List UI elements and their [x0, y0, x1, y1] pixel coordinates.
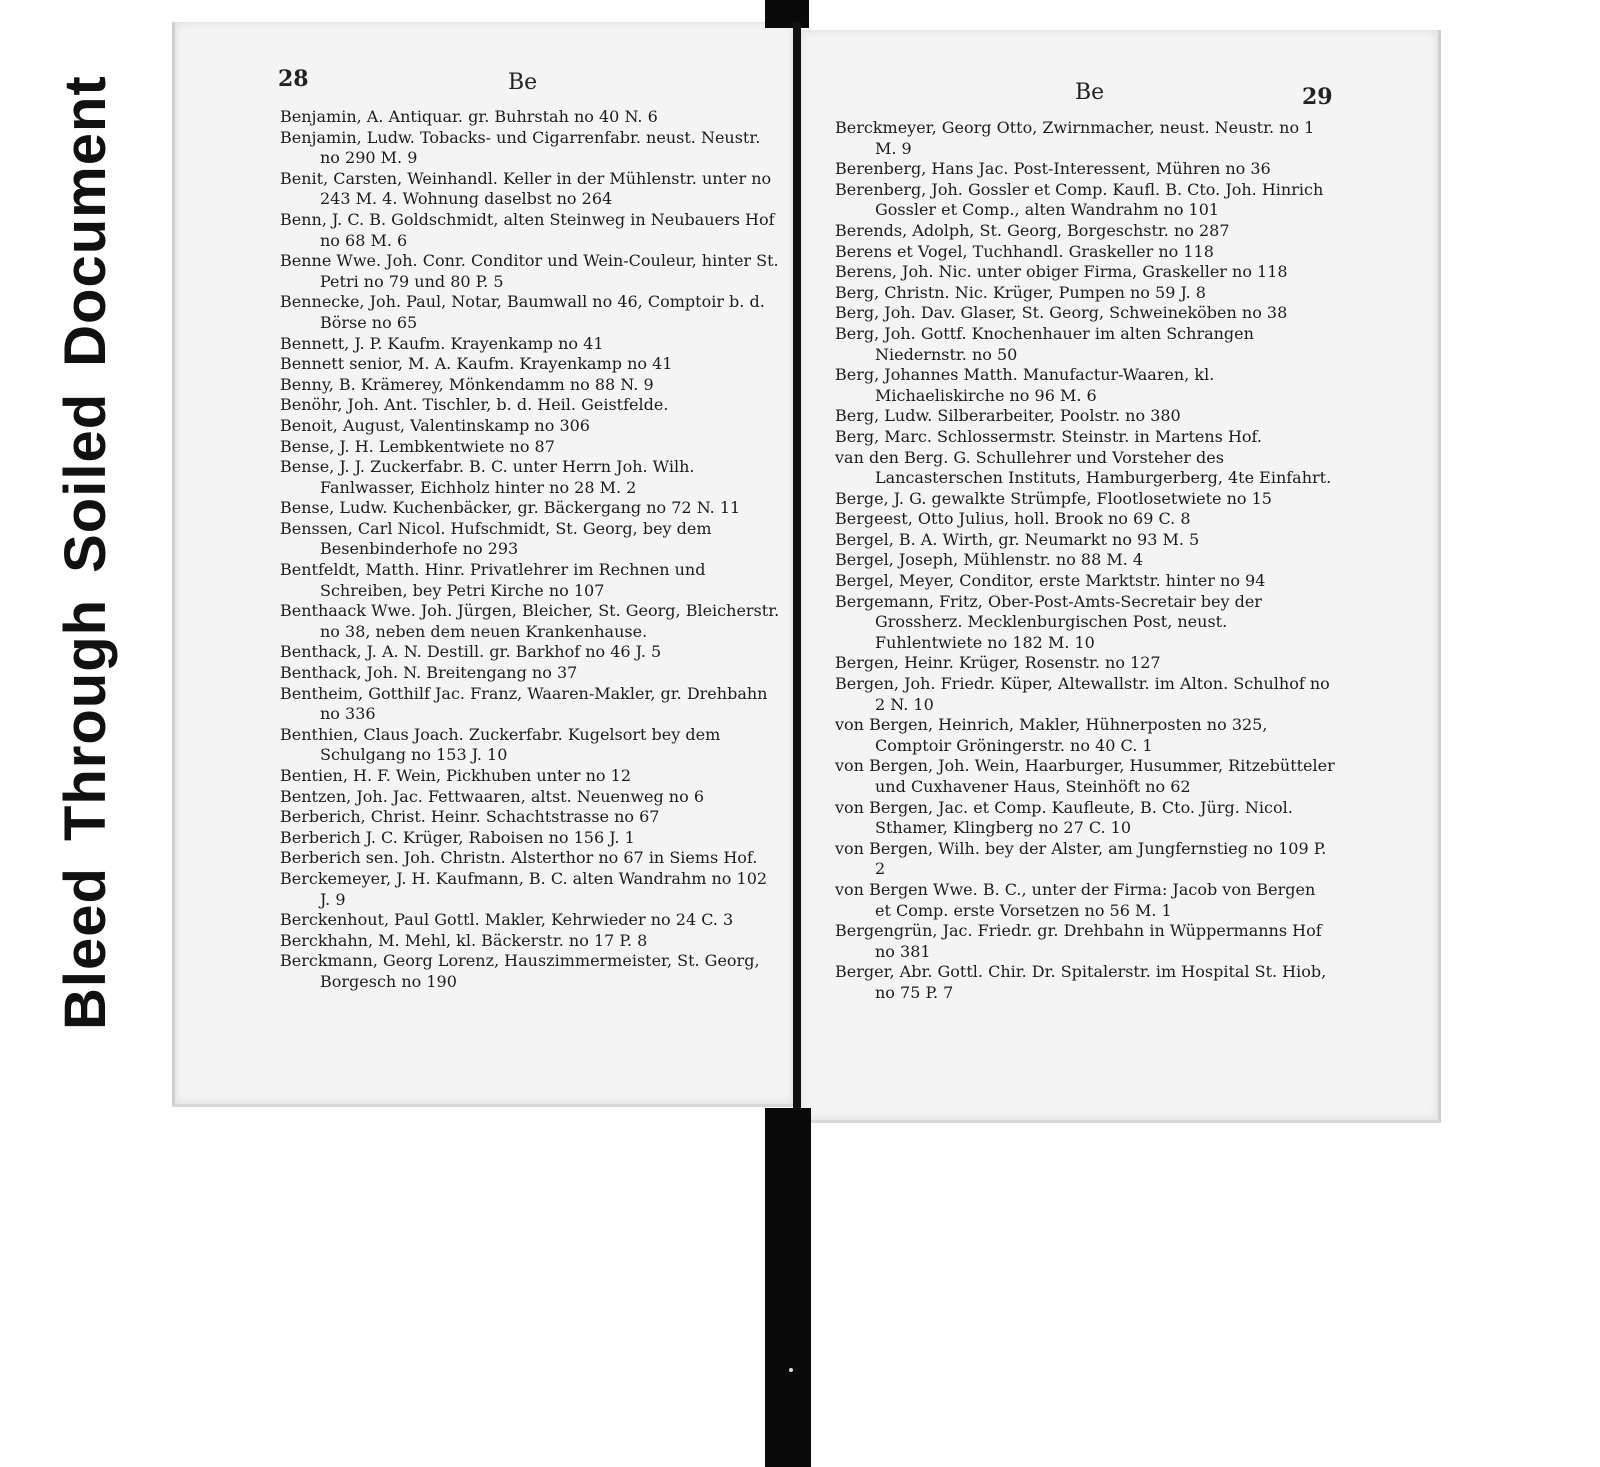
directory-entry: Berg, Christn. Nic. Krüger, Pumpen no 59 J. 8	[835, 282, 1206, 302]
book-spine-top	[765, 0, 809, 28]
directory-entry: Bergel, Meyer, Conditor, erste Marktstr. hinter no 94	[835, 571, 1266, 591]
directory-entry: Berckmann, Georg Lorenz, Hauszimmermeister, St. Georg, Borgesch no 190	[280, 951, 760, 991]
left-directory-list	[280, 107, 780, 993]
directory-entry: von Bergen, Heinrich, Makler, Hühnerposten no 325, Comptoir Gröningerstr. no 40 C. 1	[835, 715, 1268, 755]
directory-entry: Benit, Carsten, Weinhandl. Keller in der Mühlenstr. unter no 243 M. 4. Wohnung daselbst no 264	[280, 168, 772, 209]
directory-entry: Berg, Marc. Schlossermstr. Steinstr. in Martens Hof.	[835, 426, 1262, 446]
directory-entry: Bergen, Heinr. Krüger, Rosenstr. no 127	[835, 653, 1161, 673]
directory-entry: Bentfeldt, Matth. Hinr. Privatlehrer im Rechnen und Schreiben, bey Petri Kirche no 107	[280, 560, 706, 600]
directory-entry: Berens, Joh. Nic. unter obiger Firma, Graskeller no 118	[835, 262, 1288, 282]
directory-entry: Bergeest, Otto Julius, holl. Brook no 69 C. 8	[835, 509, 1191, 529]
left-page-number: 28	[278, 66, 309, 92]
directory-entry: Benthack, J. A. N. Destill. gr. Barkhof no 46 J. 5	[280, 642, 662, 662]
directory-entry: Benn, J. C. B. Goldschmidt, alten Steinweg in Neubauers Hof no 68 M. 6	[280, 209, 775, 250]
directory-entry: Benjamin, Ludw. Tobacks- und Cigarrenfabr. neust. Neustr. no 290 M. 9	[280, 127, 761, 168]
directory-entry: Berberich sen. Joh. Christn. Alsterthor no 67 in Siems Hof.	[280, 848, 758, 868]
directory-entry: Berberich, Christ. Heinr. Schachtstrasse no 67	[280, 807, 660, 827]
directory-entry: Berg, Joh. Dav. Glaser, St. Georg, Schweineköben no 38	[835, 303, 1288, 323]
spine-mark	[789, 1368, 793, 1372]
directory-entry: Berg, Ludw. Silberarbeiter, Poolstr. no 380	[835, 406, 1181, 426]
right-directory-list	[835, 118, 1335, 1004]
directory-entry: Berenberg, Joh. Gossler et Comp. Kaufl. B. Cto. Joh. Hinrich Gossler et Comp., alten Wandrahm no 101	[835, 179, 1324, 220]
directory-entry: Bergen, Joh. Friedr. Küper, Altewallstr. im Alton. Schulhof no 2 N. 10	[835, 674, 1330, 714]
directory-entry: Berckhahn, M. Mehl, kl. Bäckerstr. no 17 P. 8	[280, 930, 648, 950]
stamp-word-bleed: Bleed	[53, 867, 118, 1030]
directory-entry: Berg, Joh. Gottf. Knochenhauer im alten Schrangen Niedernstr. no 50	[835, 323, 1254, 364]
directory-entry: Bennett, J. P. Kaufm. Krayenkamp no 41	[280, 333, 604, 353]
stamp-word-document: Document	[53, 75, 118, 367]
directory-entry: Benthien, Claus Joach. Zuckerfabr. Kugelsort bey dem Schulgang no 153 J. 10	[280, 724, 721, 765]
directory-entry: Bentzen, Joh. Jac. Fettwaaren, altst. Neuenweg no 6	[280, 786, 705, 806]
directory-entry: von Bergen, Joh. Wein, Haarburger, Husummer, Ritzebütteler und Cuxhavener Haus, Steinhöft no 62	[835, 756, 1335, 796]
directory-entry: Berckmeyer, Georg Otto, Zwirnmacher, neust. Neustr. no 1 M. 9	[835, 118, 1315, 158]
directory-entry: Berg, Johannes Matth. Manufactur-Waaren, kl. Michaeliskirche no 96 M. 6	[835, 365, 1215, 405]
directory-entry: Bentien, H. F. Wein, Pickhuben unter no 12	[280, 766, 632, 785]
directory-entry: Berckemeyer, J. H. Kaufmann, B. C. alten Wandrahm no 102 J. 9	[280, 868, 768, 909]
right-running-head: Be	[1075, 80, 1105, 105]
directory-entry: Berens et Vogel, Tuchhandl. Graskeller no 118	[835, 241, 1214, 261]
stamp-word-soiled: Soiled	[53, 392, 118, 573]
stamp-word-through: Through	[53, 598, 118, 842]
directory-entry: Bennecke, Joh. Paul, Notar, Baumwall no 46, Comptoir b. d. Börse no 65	[280, 292, 765, 332]
directory-entry: Benöhr, Joh. Ant. Tischler, b. d. Heil. Geistfelde.	[280, 395, 669, 415]
bleed-through-stamp	[52, 49, 119, 1030]
directory-entry: Benthaack Wwe. Joh. Jürgen, Bleicher, St. Georg, Bleicherstr. no 38, neben dem neuen Krankenhause.	[280, 601, 780, 641]
directory-entry: Benny, B. Krämerey, Mönkendamm no 88 N. 9	[280, 374, 654, 394]
left-running-head: Be	[508, 70, 538, 95]
directory-entry: Berge, J. G. gewalkte Strümpfe, Flootlosetwiete no 15	[835, 488, 1272, 508]
directory-entry: Bergel, B. A. Wirth, gr. Neumarkt no 93 M. 5	[835, 529, 1200, 549]
directory-entry: Bentheim, Gotthilf Jac. Franz, Waaren-Makler, gr. Drehbahn no 336	[280, 683, 768, 724]
directory-entry: Berends, Adolph, St. Georg, Borgeschstr. no 287	[835, 220, 1230, 240]
directory-entry: von Bergen Wwe. B. C., unter der Firma: Jacob von Bergen et Comp. erste Vorsetzen no 56 M. 1	[835, 879, 1316, 920]
directory-entry: Bense, J. J. Zuckerfabr. B. C. unter Herrn Joh. Wilh. Fanlwasser, Eichholz hinter no 28 M. 2	[280, 457, 695, 497]
directory-entry: Bergel, Joseph, Mühlenstr. no 88 M. 4	[835, 550, 1144, 570]
directory-entry: Berckenhout, Paul Gottl. Makler, Kehrwieder no 24 C. 3	[280, 910, 734, 930]
directory-entry: Benthack, Joh. N. Breitengang no 37	[280, 663, 578, 683]
directory-entry: Benoit, August, Valentinskamp no 306	[280, 415, 590, 435]
book-gutter	[793, 22, 801, 1122]
directory-entry: Benjamin, A. Antiquar. gr. Buhrstah no 40 N. 6	[280, 107, 658, 126]
directory-entry: Bense, Ludw. Kuchenbäcker, gr. Bäckergang no 72 N. 11	[280, 498, 741, 518]
directory-entry: Bennett senior, M. A. Kaufm. Krayenkamp no 41	[280, 354, 673, 374]
right-page-number: 29	[1302, 84, 1333, 110]
directory-entry: Bergemann, Fritz, Ober-Post-Amts-Secretair bey der Grossherz. Mecklenburgischen Post, neust. Fuhlentwiete no 182 M. 10	[835, 591, 1262, 652]
directory-entry: van den Berg. G. Schullehrer und Vorsteher des Lancasterschen Instituts, Hamburgerberg, 4te Einfahrt.	[835, 447, 1332, 488]
book-spine-bottom	[765, 1108, 811, 1467]
directory-entry: Berenberg, Hans Jac. Post-Interessent, Mühren no 36	[835, 159, 1271, 179]
directory-entry: Bense, J. H. Lembkentwiete no 87	[280, 436, 555, 456]
directory-entry: Berberich J. C. Krüger, Raboisen no 156 J. 1	[280, 827, 635, 847]
directory-entry: Benne Wwe. Joh. Conr. Conditor und Wein-Couleur, hinter St. Petri no 79 und 80 P. 5	[280, 251, 779, 291]
directory-entry: von Bergen, Wilh. bey der Alster, am Jungfernstieg no 109 P. 2	[835, 838, 1327, 879]
directory-entry: von Bergen, Jac. et Comp. Kaufleute, B. Cto. Jürg. Nicol. Sthamer, Klingberg no 27 C. 10	[835, 797, 1293, 838]
directory-entry: Bergengrün, Jac. Friedr. gr. Drehbahn in Wüppermanns Hof no 381	[835, 921, 1322, 961]
directory-entry: Berger, Abr. Gottl. Chir. Dr. Spitalerstr. im Hospital St. Hiob, no 75 P. 7	[835, 962, 1327, 1002]
directory-entry: Benssen, Carl Nicol. Hufschmidt, St. Georg, bey dem Besenbinderhofe no 293	[280, 518, 712, 559]
